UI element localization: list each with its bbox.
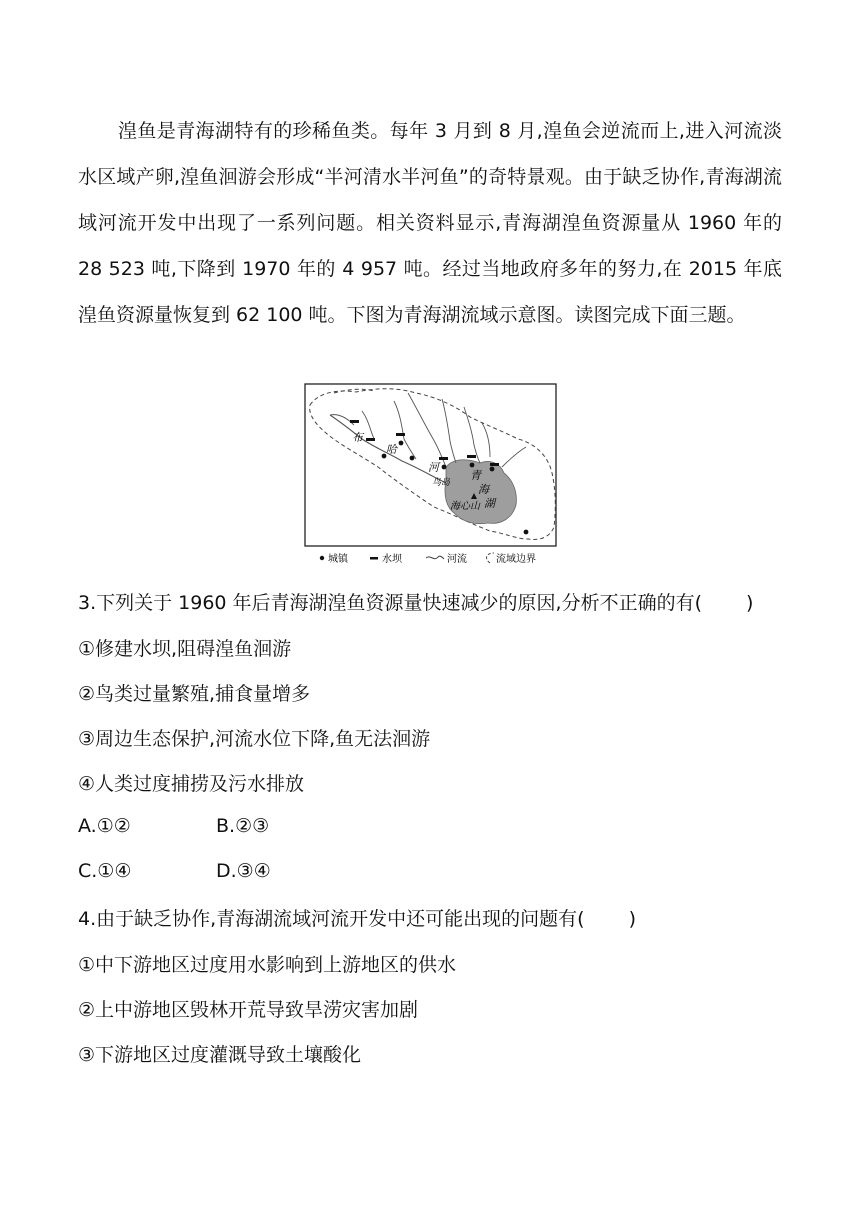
legend-town-label: 城镇 xyxy=(328,554,348,565)
q3-option-b[interactable]: B.②③ xyxy=(216,815,270,837)
legend-river-label: 河流 xyxy=(447,554,467,565)
dam-symbol xyxy=(366,438,375,441)
q3-stem xyxy=(78,588,753,615)
legend-boundary-icon xyxy=(487,553,494,563)
q4-stem-close: ) xyxy=(628,908,637,930)
label-he: 河 xyxy=(428,461,439,474)
town-dot xyxy=(524,530,529,535)
town-dot xyxy=(410,456,415,461)
town-dot xyxy=(470,463,475,468)
town-dot xyxy=(490,467,495,472)
legend-town-icon xyxy=(320,556,324,560)
town-dot xyxy=(399,441,404,446)
dam-symbol xyxy=(396,433,405,436)
q4-item-3: ③下游地区过度灌溉导致土壤酸化 xyxy=(78,1044,362,1066)
q3-item-2: ②鸟类过量繁殖,捕食量增多 xyxy=(78,683,311,705)
q3-stem-close: ) xyxy=(746,592,754,614)
legend-dam-icon xyxy=(370,557,378,560)
q3-option-d[interactable]: D.③④ xyxy=(216,860,271,882)
map-legend xyxy=(320,552,536,565)
label-bu: 布 xyxy=(352,431,363,444)
intro-paragraph: 湟鱼是青海湖特有的珍稀鱼类。每年 3 月到 8 月,湟鱼会逆流而上,进入河流淡水区域产卵,湟鱼洄游会形成“半河清水半河鱼”的奇特景观。由于缺乏协作,青海湖流域河流开发中出现了一系列问题。相关资料显示,青海湖湟鱼资源量从 1960 年的 28 523 吨,下降到 1970 年的 4 957 吨。经过当地政府多年的努力,在 2015 年底湟鱼资源量恢复到 62 100 吨。下图为青海湖流域示意图。读图完成下面三题。 xyxy=(78,120,782,326)
q4-stem xyxy=(78,904,636,931)
q3-item-4: ④人类过度捕捞及污水排放 xyxy=(78,773,305,795)
qinghai-lake-basin-map xyxy=(304,383,558,567)
q3-stem-text: 3.下列关于 1960 年后青海湖湟鱼资源量快速减少的原因,分析不正确的有( xyxy=(78,592,703,614)
map-svg xyxy=(304,383,558,567)
q4-item-1: ①中下游地区过度用水影响到上游地区的供水 xyxy=(78,954,457,976)
dam-symbol xyxy=(439,457,448,460)
legend-dam-label: 水坝 xyxy=(382,554,402,565)
dam-symbol xyxy=(467,455,476,458)
q3-item-1: ①修建水坝,阻碍湟鱼洄游 xyxy=(78,638,292,660)
town-dot xyxy=(442,465,447,470)
dam-symbol xyxy=(490,463,499,466)
q3-option-a[interactable]: A.①② xyxy=(78,815,131,837)
dam-symbol xyxy=(350,420,359,423)
q4-item-2: ②上中游地区毁林开荒导致旱涝灾害加剧 xyxy=(78,999,419,1021)
label-niao-dao: 鸟岛 xyxy=(432,478,451,488)
q3-option-c[interactable]: C.①④ xyxy=(78,860,132,882)
label-hai: 海 xyxy=(478,483,489,496)
q3-options-row-2 xyxy=(78,860,354,882)
q3-options-row-1 xyxy=(78,815,354,837)
legend-boundary-label: 流域边界 xyxy=(496,554,536,565)
q3-item-3: ③周边生态保护,河流水位下降,鱼无法洄游 xyxy=(78,728,431,750)
legend-river-icon xyxy=(426,556,444,559)
label-ha: 哈 xyxy=(386,443,397,456)
label-haixinshan: 海心山 xyxy=(450,501,480,512)
label-hu: 湖 xyxy=(484,497,495,510)
label-qing: 青 xyxy=(470,469,481,482)
q4-stem-text: 4.由于缺乏协作,青海湖流域河流开发中还可能出现的问题有( xyxy=(78,908,585,930)
